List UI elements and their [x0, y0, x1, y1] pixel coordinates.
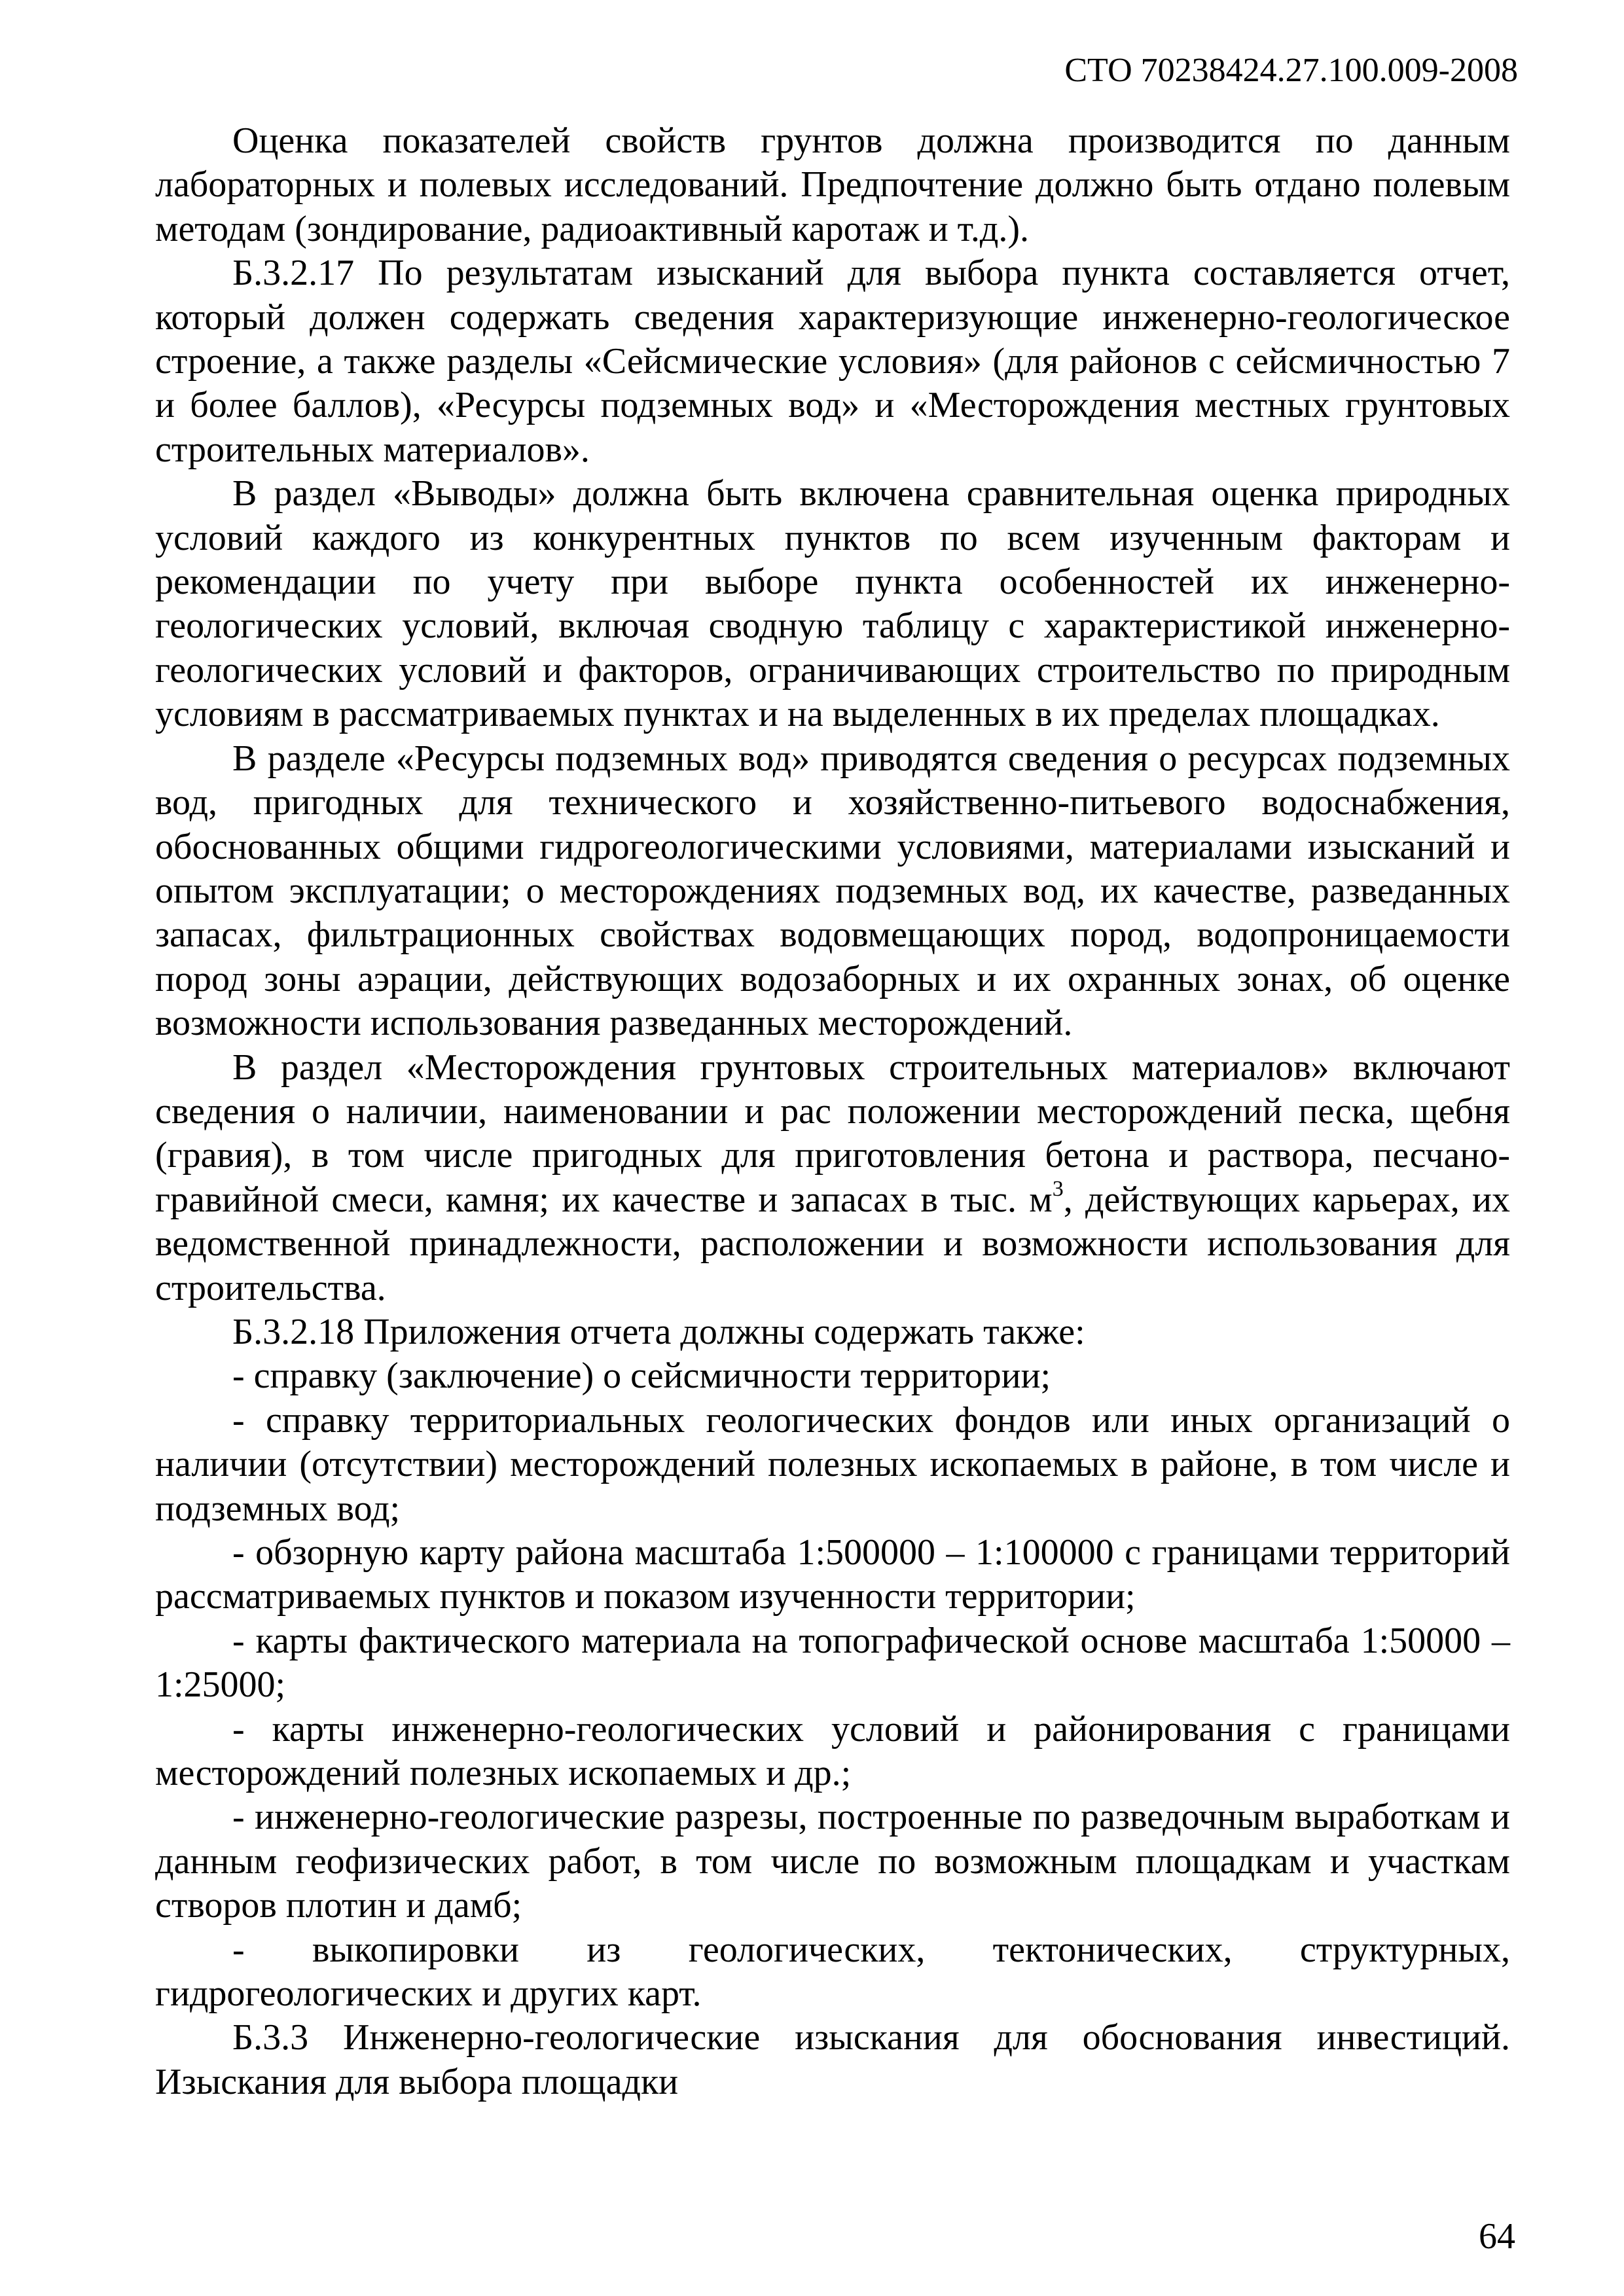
groundwater-resources-paragraph: В разделе «Ресурсы подземных вод» приводятся сведения о ресурсах подземных вод, пригодных для технического и хозяйственно-питьевого водоснабжения, обоснованных общими гидрогеологическими условиями, материалами изысканий и опытом эксплуатации; о месторождениях подземных вод, их качестве, разведанных запасах, фильтрационных свойствах водовмещающих пород, водопроницаемости пород зоны аэрации, действующих водозаборных и их охранных зонах, об оценке возможности использования разведанных месторождений.	[155, 738, 1510, 1044]
appendices-intro-paragraph: Б.3.2.18 Приложения отчета должны содержать также:	[232, 1311, 1085, 1352]
document-code-header: СТО 70238424.27.100.009-2008	[1064, 52, 1518, 89]
appendix-list-item: - карты фактического материала на топографической основе масштаба 1:50000 – 1:25000;	[155, 1620, 1510, 1706]
soil-properties-paragraph: Оценка показателей свойств грунтов должна производится по данным лабораторных и полевых исследований. Предпочтение должно быть отдано полевым методам (зондирование, радиоактивный каротаж и т.д.).	[155, 120, 1510, 249]
cubic-unit-superscript: 3	[1052, 1176, 1064, 1201]
appendix-list-item: - справку (заключение) о сейсмичности территории;	[232, 1355, 1051, 1397]
document-body	[155, 119, 1510, 2104]
construction-materials-paragraph	[155, 1046, 1510, 1310]
appendix-list-item: - карты инженерно-геологических условий и районирования с границами месторождений полезных ископаемых и др.;	[155, 1708, 1510, 1794]
appendix-list-item: - справку территориальных геологических фондов или иных организаций о наличии (отсутствии) месторождений полезных ископаемых в районе, в том числе и подземных вод;	[155, 1399, 1510, 1529]
materials-text-after-unit: , действующих карьерах, их ведомственной принадлежности, расположении и возможности использования для строительства.	[155, 1179, 1510, 1308]
page-number: 64	[1479, 2216, 1515, 2257]
section-b33-heading: Б.3.3 Инженерно-геологические изыскания для обоснования инвестиций. Изыскания для выбора площадки	[155, 2017, 1510, 2102]
materials-text-before-unit: В раздел «Месторождения грунтовых строительных материалов» включают сведения о наличии, наименовании и рас положении месторождений песка, щебня (гравия), в том числе пригодных для приготовления бетона и раствора, песчано-гравийной смеси, камня; их качестве и запасах в тыс. м	[155, 1047, 1510, 1220]
conclusions-section-paragraph: В раздел «Выводы» должна быть включена сравнительная оценка природных условий каждого из конкурентных пунктов по всем изученным факторам и рекомендации по учету при выборе пункта особенностей их инженерно-геологических условий, включая сводную таблицу с характеристикой инженерно-геологических условий и факторов, ограничивающих строительство по природным условиям в рассматриваемых пунктах и на выделенных в их пределах площадках.	[155, 473, 1510, 735]
appendix-list-item: - обзорную карту района масштаба 1:500000 – 1:100000 с границами территорий рассматриваемых пунктов и показом изученности территории;	[155, 1532, 1510, 1617]
appendix-list-item: - инженерно-геологические разрезы, построенные по разведочным выработкам и данным геофизических работ, в том числе по возможным площадкам и участкам створов плотин и дамб;	[155, 1797, 1510, 1926]
section-b3217-paragraph: Б.3.2.17 По результатам изысканий для выбора пункта составляется отчет, который должен содержать сведения характеризующие инженерно-геологическое строение, а также разделы «Сейсмические условия» (для районов с сейсмичностью 7 и более баллов), «Ресурсы подземных вод» и «Месторождения местных грунтовых строительных материалов».	[155, 253, 1510, 470]
appendix-list-item: - выкопировки из геологических, тектонических, структурных, гидрогеологических и других карт.	[155, 1929, 1510, 2015]
